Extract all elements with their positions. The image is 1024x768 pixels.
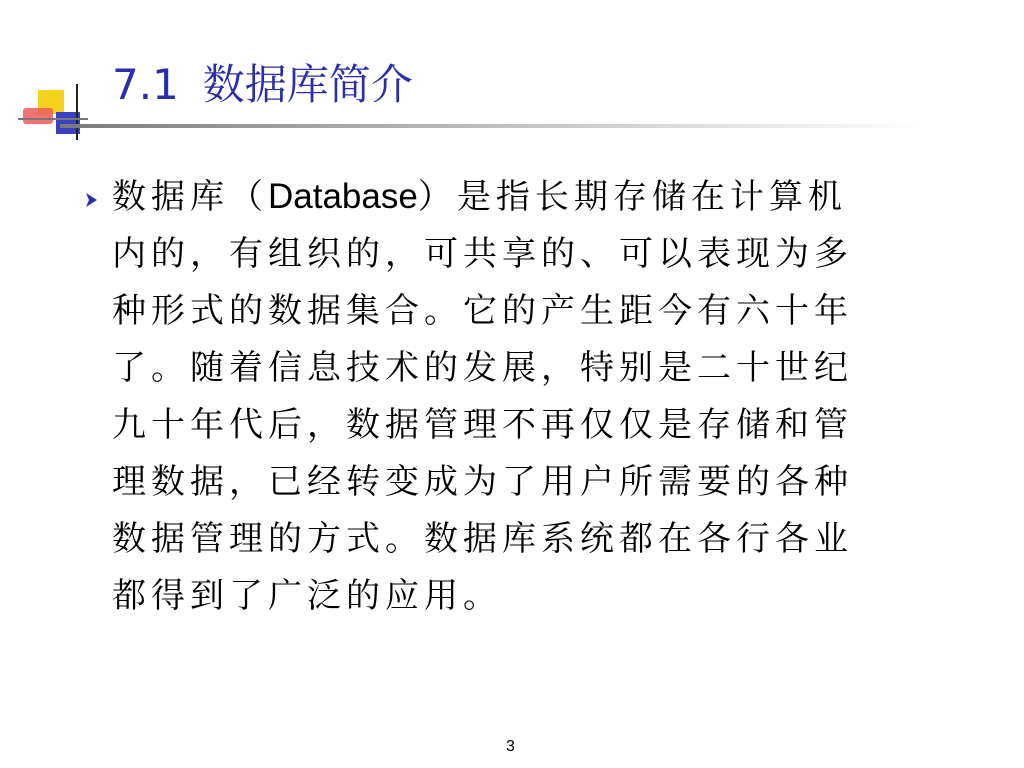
bullet-paragraph	[112, 168, 982, 625]
paragraph-line	[112, 168, 982, 226]
chevron-right-bullet-icon	[82, 190, 102, 210]
logo-vertical-line	[76, 84, 78, 140]
paragraph-line: 都得到了广泛的应用。	[112, 576, 502, 616]
slide-title-text: 数据库简介	[202, 60, 413, 109]
paragraph-line: 内的，有组织的，可共享的、可以表现为多	[112, 234, 853, 274]
paragraph-line: 了。随着信息技术的发展，特别是二十世纪	[112, 348, 853, 388]
paragraph-text: 数据库（	[112, 177, 268, 217]
logo-red-square	[23, 108, 53, 124]
title-divider	[60, 124, 920, 128]
paragraph-line: 理数据，已经转变成为了用户所需要的各种	[112, 462, 853, 502]
paragraph-line: 数据管理的方式。数据库系统都在各行各业	[112, 519, 853, 559]
slide-title	[112, 52, 413, 112]
paragraph-text: ）是指长期存储在计算机	[417, 177, 847, 217]
logo-horizontal-line	[18, 118, 88, 120]
paragraph-latin-term: Database	[268, 177, 418, 216]
page-number: 3	[506, 738, 515, 755]
paragraph-line: 九十年代后，数据管理不再仅仅是存储和管	[112, 405, 853, 445]
paragraph-line: 种形式的数据集合。它的产生距今有六十年	[112, 291, 853, 331]
slide-title-number: 7.1	[112, 60, 179, 109]
decorative-logo-icon	[18, 84, 88, 144]
